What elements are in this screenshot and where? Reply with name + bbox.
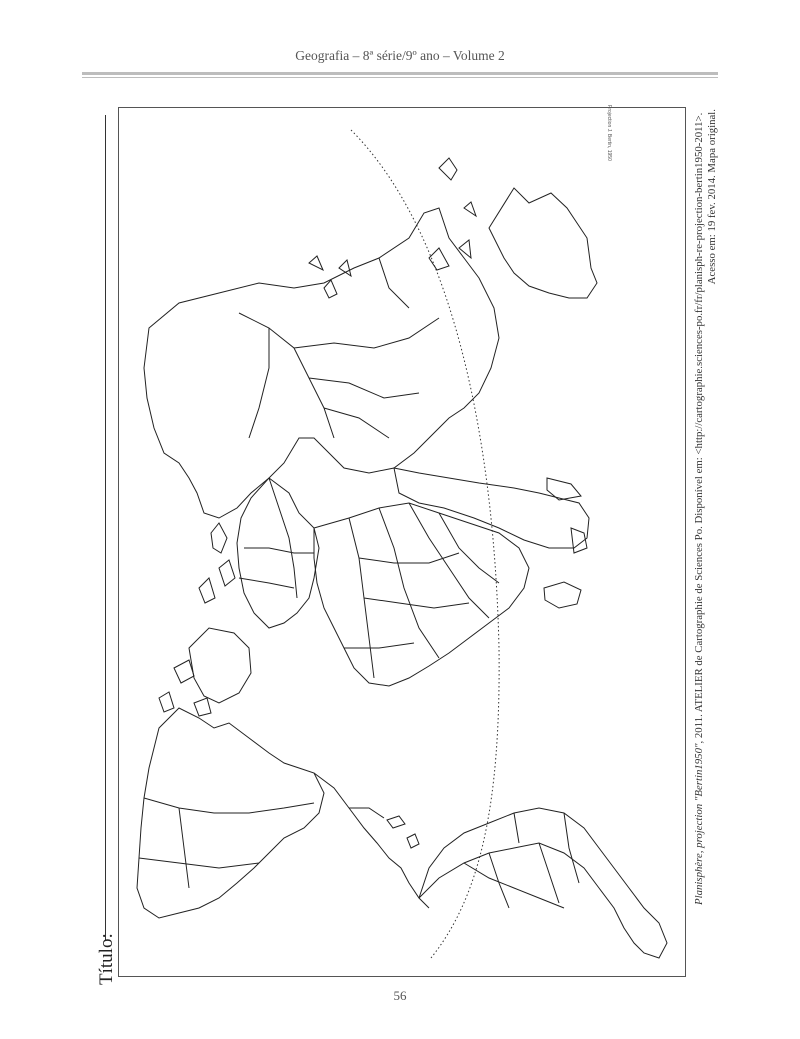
central-america-outline: [314, 773, 429, 908]
page-number: 56: [393, 988, 407, 1003]
asia-outline: [144, 208, 499, 518]
projection-label: Projection J. Bertin, 1950: [606, 105, 612, 161]
header-rule: [82, 72, 718, 75]
credit-line-1: [693, 105, 706, 905]
header-rule-thin: [82, 77, 718, 78]
map-frame: [118, 107, 686, 977]
credit-source-title: Planisphère, projection "Bertin1950": [693, 743, 705, 905]
projection-boundary: [351, 130, 499, 958]
title-label: Título:: [96, 933, 117, 985]
australia-outline: [489, 188, 597, 298]
credit-line-2: Acesso em: 19 fev. 2014. Mapa original.: [706, 109, 718, 285]
south-america-outline: [419, 808, 667, 958]
greenland-outline: [189, 628, 251, 703]
title-answer-line: [105, 115, 106, 940]
credit-line-1-rest: , 2011. ATELIER de Cartographie de Sciences Po. Disponível em: <http://cartographie.sciences-po.fr/fr/planisph-re-projection-bertin1950-2011>.: [693, 112, 705, 744]
world-map-outline: [119, 108, 687, 978]
running-head: Geografia – 8ª série/9º ano – Volume 2: [295, 48, 505, 63]
map-credit: [693, 105, 719, 905]
